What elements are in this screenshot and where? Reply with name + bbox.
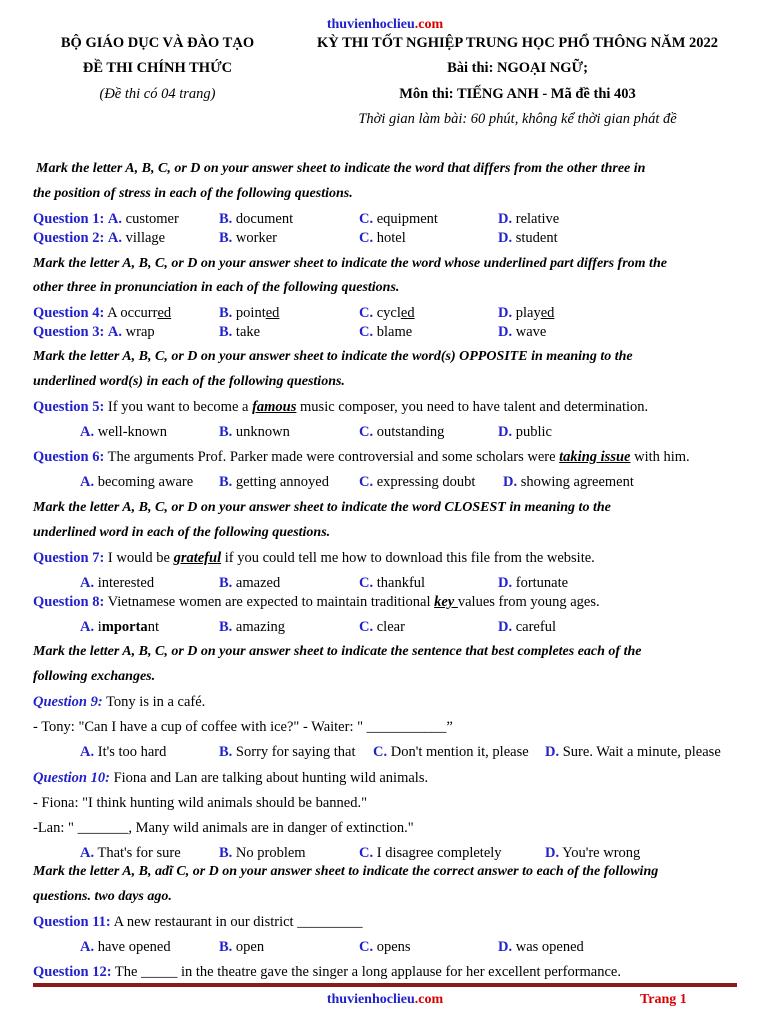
question-label: Question 10: (33, 770, 110, 786)
instruction-opposite-1: Mark the letter A, B, C, or D on your answer sheet to indicate the word(s) OPPOSITE in meaning to the (33, 349, 633, 364)
option-letter: B. (219, 845, 233, 861)
q2-option-d (498, 230, 558, 247)
exam-code: Môn thi: TIẾNG ANH - Mã đề thi 403 (399, 86, 636, 102)
q11-option-d (498, 939, 584, 956)
option-letter: B. (219, 424, 233, 440)
question-text: music composer, you need to have talent and determination. (296, 399, 649, 415)
question-text: with him. (630, 449, 690, 465)
option-letter: B. (219, 230, 233, 246)
question-12 (33, 964, 621, 981)
question-label: Question 2: (33, 230, 105, 246)
option-letter: A. (80, 939, 95, 955)
option-a: It's too hard (97, 744, 167, 760)
q5-option-a (80, 424, 167, 441)
option-letter: C. (359, 619, 374, 635)
option-b: unknown (235, 424, 290, 440)
option-letter: D. (498, 619, 513, 635)
option-b: worker (235, 230, 277, 246)
question-8 (33, 594, 600, 611)
option-letter: D. (498, 305, 513, 321)
option-c: expressing doubt (376, 474, 476, 490)
question-label: Question 9: (33, 694, 103, 710)
instruction-exchange-2: following exchanges. (33, 669, 156, 684)
q1-option-c (359, 211, 438, 228)
exam-time: Thời gian làm bài: 60 phút, không kể thời gian phát đề (358, 111, 677, 127)
question-1 (33, 211, 179, 228)
question-label: Question 7: (33, 550, 105, 566)
question-4 (33, 305, 171, 322)
q2-option-c (359, 230, 406, 247)
option-letter: A. (80, 474, 95, 490)
key-word: taking issue (559, 449, 631, 465)
q7-option-b (219, 575, 280, 592)
instruction-pron-2: other three in pronunciation in each of the following questions. (33, 280, 400, 295)
option-b: No problem (235, 845, 306, 861)
option-letter: D. (498, 211, 513, 227)
site-name: thuvienhoclieu (326, 17, 415, 32)
q4-option-d (498, 305, 554, 322)
question-label: Question 8: (33, 594, 105, 610)
option-c: thankful (376, 575, 426, 591)
option-letter: A. (107, 324, 123, 340)
site-tld: .com (414, 17, 444, 32)
q7-option-c (359, 575, 425, 592)
option-letter: A. (107, 230, 123, 246)
option-b-stem: point (235, 305, 266, 321)
option-letter: C. (359, 575, 374, 591)
q7-option-d (498, 575, 568, 592)
q11-option-a (80, 939, 171, 956)
q10-option-d (545, 845, 640, 862)
ministry-name: BỘ GIÁO DỤC VÀ ĐÀO TẠO (60, 35, 255, 51)
option-letter: B. (219, 744, 233, 760)
option-letter: A. (80, 619, 95, 635)
option-b: amazed (235, 575, 281, 591)
option-a-underlined: ed (157, 305, 172, 321)
option-a: have opened (97, 939, 171, 955)
option-letter: D. (498, 575, 513, 591)
question-label: Question 12: (33, 964, 112, 980)
question-label: Question 3: (33, 324, 105, 340)
footer-divider (33, 983, 737, 987)
q6-option-d (503, 474, 634, 491)
option-letter: D. (545, 744, 560, 760)
option-b: take (235, 324, 261, 340)
option-letter: A. (80, 424, 95, 440)
option-letter: A. (80, 845, 95, 861)
option-letter: A. (80, 575, 95, 591)
option-letter: C. (359, 845, 374, 861)
question-label: Question 11: (33, 914, 111, 930)
question-2 (33, 230, 165, 247)
option-letter: B. (219, 619, 233, 635)
site-watermark-top (0, 17, 770, 33)
instruction-correct-1: Mark the letter A, B, adĩ C, or D on your answer sheet to indicate the correct answer to each of the following (33, 864, 659, 879)
option-a: village (125, 230, 166, 246)
q6-option-b (219, 474, 329, 491)
exam-title: KỲ THI TỐT NGHIỆP TRUNG HỌC PHỔ THÔNG NĂM 2022 (316, 35, 719, 51)
option-letter: B. (219, 575, 233, 591)
q9-option-c (373, 744, 529, 761)
question-text: Tony is in a café. (102, 694, 206, 710)
option-d: careful (515, 619, 556, 635)
option-a-part: i (97, 619, 102, 635)
key-word: grateful (173, 550, 222, 566)
question-label: Question 1: (33, 211, 105, 227)
option-letter: D. (498, 939, 513, 955)
q2-option-b (219, 230, 277, 247)
option-b: open (235, 939, 265, 955)
option-letter: C. (373, 744, 388, 760)
option-a-stem: A occurr (107, 305, 158, 321)
q10-dialog-2: -Lan: " _______, Many wild animals are in danger of extinction." (33, 820, 414, 836)
option-d: showing agreement (520, 474, 634, 490)
page-count: (Đề thi có 04 trang) (99, 86, 216, 102)
option-d: You're wrong (562, 845, 641, 861)
option-c-stem: cycl (376, 305, 401, 321)
option-b: amazing (235, 619, 286, 635)
key-word: key (434, 594, 458, 610)
option-letter: A. (107, 211, 123, 227)
question-text: The arguments Prof. Parker made were controversial and some scholars were (104, 449, 560, 465)
q5-option-b (219, 424, 290, 441)
option-b: Sorry for saying that (235, 744, 356, 760)
option-b: getting annoyed (235, 474, 329, 490)
q9-option-a (80, 744, 166, 761)
q8-option-a (80, 619, 159, 636)
instruction-closest-1: Mark the letter A, B, C, or D on your answer sheet to indicate the word CLOSEST in meaning to the (33, 500, 611, 515)
option-letter: C. (359, 939, 374, 955)
q1-option-b (219, 211, 293, 228)
option-letter: D. (545, 845, 560, 861)
instruction-opposite-2: underlined word(s) in each of the following questions. (33, 374, 345, 389)
q3-option-d (498, 324, 546, 341)
site-tld: .com (414, 992, 444, 1007)
option-d: fortunate (515, 575, 569, 591)
exam-subject: Bài thi: NGOẠI NGỮ; (447, 60, 588, 76)
option-letter: D. (498, 424, 513, 440)
option-d-stem: play (515, 305, 541, 321)
q6-option-a (80, 474, 193, 491)
question-text: If you want to become a (104, 399, 253, 415)
option-c: clear (376, 619, 405, 635)
q1-option-d (498, 211, 559, 228)
q10-option-b (219, 845, 306, 862)
question-11 (33, 914, 362, 931)
q8-option-b (219, 619, 285, 636)
option-c: hotel (376, 230, 406, 246)
option-d: relative (515, 211, 560, 227)
instruction-closest-2: underlined word in each of the following questions. (33, 525, 331, 540)
question-9 (33, 694, 205, 711)
option-letter: C. (359, 324, 374, 340)
option-c: opens (376, 939, 411, 955)
official-exam: ĐỀ THI CHÍNH THỨC (82, 60, 233, 76)
option-a: well-known (97, 424, 167, 440)
q9-option-d (545, 744, 721, 761)
question-label: Question 5: (33, 399, 105, 415)
instruction-pron-1: Mark the letter A, B, C, or D on your answer sheet to indicate the word whose underlined part differs from the (33, 256, 667, 271)
option-d-underlined: ed (540, 305, 555, 321)
instruction-stress-2: the position of stress in each of the following questions. (33, 186, 353, 201)
option-c: blame (376, 324, 413, 340)
q11-option-c (359, 939, 411, 956)
option-d: was opened (515, 939, 584, 955)
q10-option-a (80, 845, 181, 862)
option-d: Sure. Wait a minute, please (562, 744, 721, 760)
q11-option-b (219, 939, 264, 956)
option-letter: B. (219, 324, 233, 340)
option-a: That's for sure (97, 845, 181, 861)
option-letter: D. (498, 230, 513, 246)
option-letter: B. (219, 305, 233, 321)
option-letter: B. (219, 939, 233, 955)
instruction-exchange-1: Mark the letter A, B, C, or D on your answer sheet to indicate the sentence that best completes each of the (33, 644, 642, 659)
q4-option-c (359, 305, 415, 322)
question-label: Question 4: (33, 305, 105, 321)
option-letter: C. (359, 305, 374, 321)
option-letter: C. (359, 474, 374, 490)
option-d: public (515, 424, 552, 440)
q9-option-b (219, 744, 356, 761)
q10-dialog-1: - Fiona: "I think hunting wild animals should be banned." (33, 795, 368, 811)
option-c-underlined: ed (400, 305, 415, 321)
option-c: equipment (376, 211, 438, 227)
q9-dialog: - Tony: "Can I have a cup of coffee with ice?" - Waiter: " ___________” (33, 719, 453, 735)
question-text: if you could tell me how to download this file from the website. (221, 550, 595, 566)
question-text: The _____ in the theatre gave the singer a long applause for her excellent performance. (111, 964, 621, 980)
question-text: Fiona and Lan are talking about hunting wild animals. (109, 770, 429, 786)
question-10 (33, 770, 428, 787)
option-a: wrap (125, 324, 155, 340)
instruction-stress-1: Mark the letter A, B, C, or D on your answer sheet to indicate the word that differs from the other three in (36, 161, 646, 176)
option-c: outstanding (376, 424, 445, 440)
option-b-underlined: ed (265, 305, 280, 321)
option-c: Don't mention it, please (390, 744, 529, 760)
question-7 (33, 550, 595, 567)
q6-option-c (359, 474, 475, 491)
option-c: I disagree completely (376, 845, 502, 861)
option-a: becoming aware (97, 474, 194, 490)
option-letter: B. (219, 474, 233, 490)
q5-option-d (498, 424, 552, 441)
option-letter: D. (498, 324, 513, 340)
question-5 (33, 399, 648, 416)
q7-option-a (80, 575, 154, 592)
option-letter: C. (359, 211, 374, 227)
question-label: Question 6: (33, 449, 105, 465)
question-text: A new restaurant in our district _________ (110, 914, 363, 930)
option-letter: B. (219, 211, 233, 227)
q3-option-b (219, 324, 260, 341)
option-a-bold: mporta (101, 619, 148, 635)
site-name: thuvienhoclieu (326, 992, 415, 1007)
q10-option-c (359, 845, 502, 862)
option-a: interested (97, 575, 155, 591)
q4-option-b (219, 305, 279, 322)
question-text: Vietnamese women are expected to maintain traditional (104, 594, 435, 610)
q5-option-c (359, 424, 444, 441)
page-number: Trang 1 (640, 992, 687, 1007)
option-d: student (515, 230, 558, 246)
option-letter: D. (503, 474, 518, 490)
option-a: customer (125, 211, 179, 227)
option-d: wave (515, 324, 547, 340)
option-letter: A. (80, 744, 95, 760)
q8-option-d (498, 619, 556, 636)
key-word: famous (252, 399, 297, 415)
option-b: document (235, 211, 294, 227)
question-3 (33, 324, 155, 341)
question-text: values from young ages. (457, 594, 600, 610)
instruction-correct-2: questions. two days ago. (33, 889, 172, 904)
question-text: I would be (104, 550, 174, 566)
option-letter: C. (359, 230, 374, 246)
option-letter: C. (359, 424, 374, 440)
q8-option-c (359, 619, 405, 636)
option-a-part: nt (147, 619, 159, 635)
question-6 (33, 449, 690, 466)
q3-option-c (359, 324, 412, 341)
